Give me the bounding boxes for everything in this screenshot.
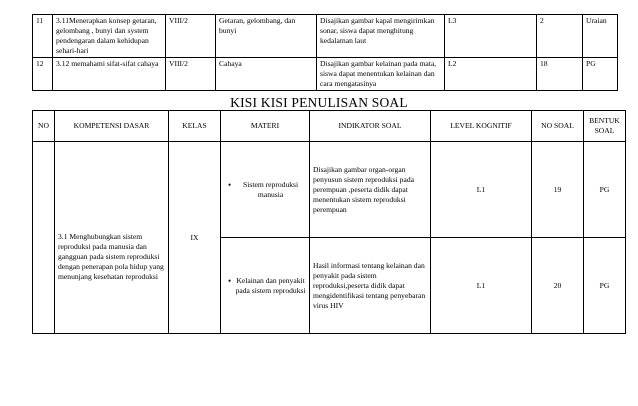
header-level: LEVEL KOGNITIF: [431, 111, 532, 142]
cell-bentuk: PG: [584, 238, 626, 334]
cell-no: 11: [33, 15, 53, 58]
page-title: KISI KISI PENULISAN SOAL: [230, 95, 408, 110]
materi-text: Kelainan dan penyakit pada sistem reproduksi: [235, 275, 306, 295]
cell-materi: [221, 238, 310, 334]
cell-indikator: Disajikan gambar kelainan pada mata, siswa dapat menentukan kelainan dan cara mengatasinya: [317, 58, 445, 91]
table-row: [33, 15, 618, 58]
previous-table: [32, 14, 618, 91]
header-materi: MATERI: [221, 111, 310, 142]
cell-no: [33, 142, 55, 334]
kisi-kisi-table: [32, 110, 626, 334]
cell-no-soal: 2: [537, 15, 583, 58]
cell-bentuk: Uraian: [583, 15, 618, 58]
cell-level: L1: [431, 142, 532, 238]
cell-kompetensi: 3.11Menerapkan konsep getaran, gelombang , bunyi dan system pendengaran dalam kehidupan sehari-hari: [53, 15, 166, 58]
header-row: [33, 111, 626, 142]
cell-materi: [221, 142, 310, 238]
cell-kelas: VIII/2: [166, 58, 216, 91]
cell-kompetensi: 3.1 Menghubungkan sistem reproduksi pada manusia dan gangguan pada sistem reproduksi dengan penerapan pola hidup yang menunjang kesehatan reproduksi: [55, 142, 169, 334]
cell-no-soal: 19: [532, 142, 584, 238]
cell-kelas: IX: [169, 142, 221, 334]
cell-level: L3: [445, 15, 537, 58]
cell-indikator: Disajikan gambar organ-organ penyusun sistem reproduksi pada perempuan ,peserta didik dapat menentukan sistem reproduksi perempuan: [310, 142, 431, 238]
cell-no: 12: [33, 58, 53, 91]
cell-level: L1: [431, 238, 532, 334]
cell-no-soal: 18: [537, 58, 583, 91]
table-row: [33, 142, 626, 238]
header-no-soal: NO SOAL: [532, 111, 584, 142]
cell-bentuk: PG: [584, 142, 626, 238]
header-bentuk: BENTUK SOAL: [584, 111, 626, 142]
table-row: [33, 58, 618, 91]
cell-materi: Getaran, gelombang, dan bunyi: [216, 15, 317, 58]
cell-indikator: Disajikan gambar kapal mengirimkan sonar, siswa dapat menghitung kedalaman laut: [317, 15, 445, 58]
cell-materi: Cahaya: [216, 58, 317, 91]
bullet-icon: •: [228, 275, 232, 286]
header-kompetensi: KOMPETENSI DASAR: [55, 111, 169, 142]
cell-level: L2: [445, 58, 537, 91]
cell-no-soal: 20: [532, 238, 584, 334]
header-kelas: KELAS: [169, 111, 221, 142]
header-indikator: INDIKATOR SOAL: [310, 111, 431, 142]
materi-text: Sistem reproduksi manusia: [243, 179, 299, 199]
header-no: NO: [33, 111, 55, 142]
cell-indikator: Hasil informasi tentang kelainan dan penyakit pada sistem reproduksi,peserta didik dapat mengidentifikasi tentang penyebaran virus HIV: [310, 238, 431, 334]
cell-bentuk: PG: [583, 58, 618, 91]
cell-kompetensi: 3.12 memahami sifat-sifat cahaya: [53, 58, 166, 91]
cell-kelas: VIII/2: [166, 15, 216, 58]
bullet-icon: •: [228, 179, 232, 190]
